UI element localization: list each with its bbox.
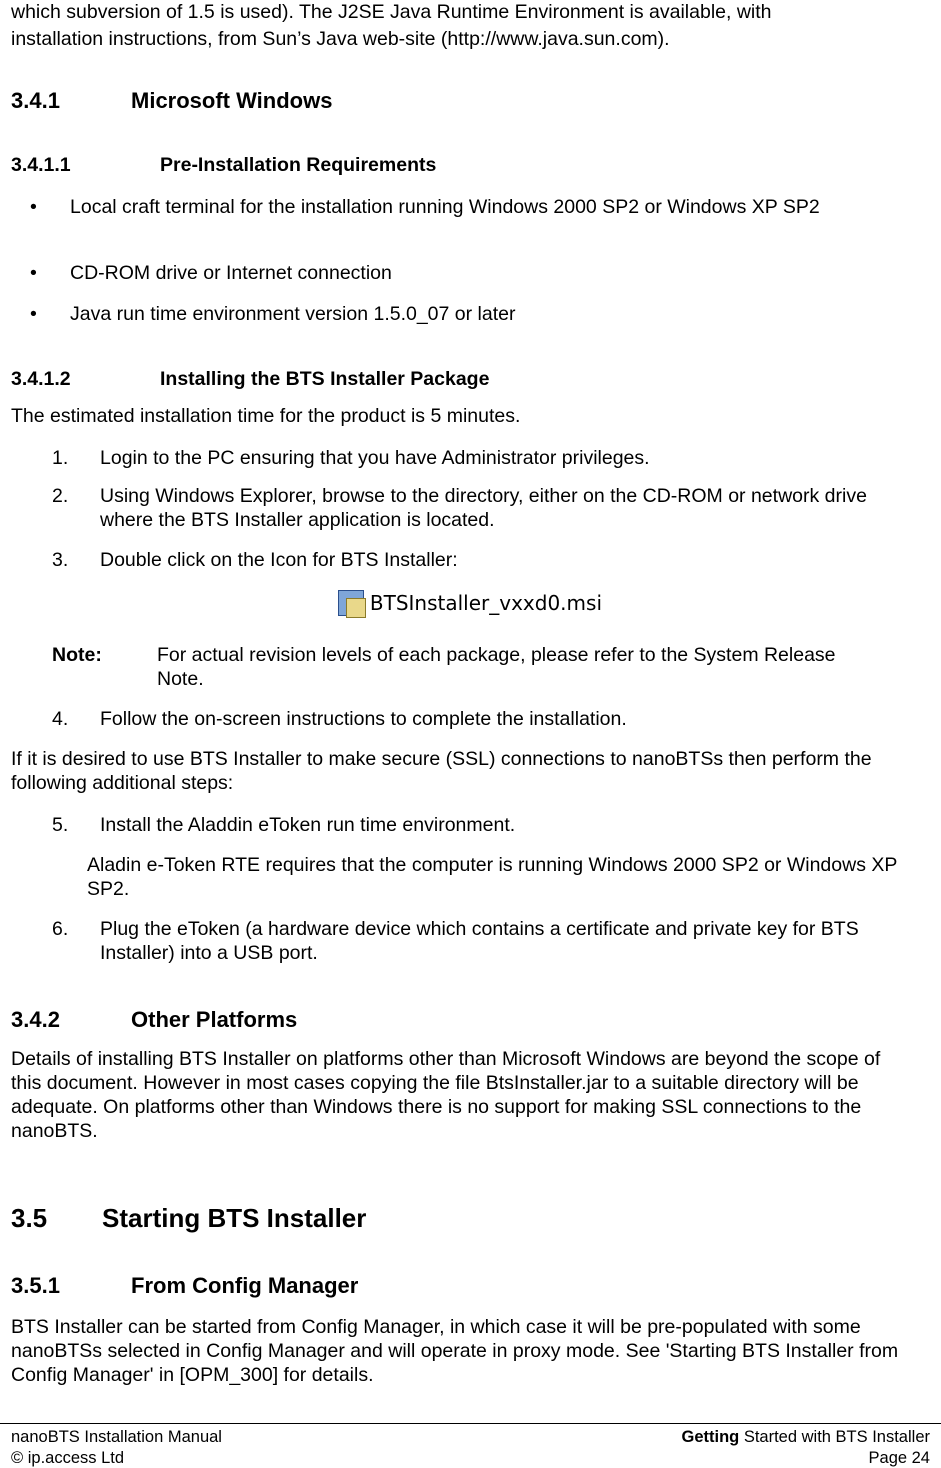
bullet-marker: • — [30, 262, 37, 284]
heading-number: 3.4.1.1 — [11, 154, 71, 176]
heading-number: 3.4.1 — [11, 88, 60, 113]
footer-section-title — [682, 1427, 931, 1447]
intro-line-2: installation instructions, from Sun’s Java web-site (http://www.java.sun.com). — [11, 28, 670, 50]
msi-package-icon — [334, 586, 364, 620]
bullet-marker: • — [30, 303, 37, 325]
bullet-marker: • — [30, 196, 37, 218]
step-number: 6. — [52, 918, 69, 940]
step-text: Plug the eToken (a hardware device which contains a certificate and private key for BTS Installer) into a USB port. — [100, 918, 859, 964]
heading-number: 3.4.2 — [11, 1007, 60, 1032]
config-manager-text: BTS Installer can be started from Config Manager, in which case it will be pre-populated with some nanoBTSs selected in Config Manager and will operate in proxy mode. See 'Starting BTS Installer from Config Manager' in [OPM_300] for details. — [11, 1316, 899, 1386]
footer-copyright: © ip.access Ltd — [11, 1449, 125, 1467]
footer-section-rest: Started with BTS Installer — [739, 1428, 930, 1446]
other-platforms-text: Details of installing BTS Installer on platforms other than Microsoft Windows are beyond the scope of this document. However in most cases copying the file BtsInstaller.jar to a suitable directory will be adequate. On platforms other than Windows there is no support for making SSL connections to the nanoBTS. — [11, 1048, 881, 1142]
heading-number: 3.5.1 — [11, 1273, 60, 1298]
note-text: For actual revision levels of each package, please refer to the System Release Note. — [157, 644, 836, 690]
bullet-item: CD-ROM drive or Internet connection — [70, 262, 392, 284]
heading-title: From Config Manager — [131, 1273, 359, 1298]
footer-manual-title: nanoBTS Installation Manual — [11, 1428, 222, 1446]
heading-title: Installing the BTS Installer Package — [160, 368, 490, 390]
step-number: 1. — [52, 447, 69, 469]
bullet-item: Local craft terminal for the installation running Windows 2000 SP2 or Windows XP SP2 — [70, 196, 820, 218]
step-text: Install the Aladdin eToken run time environment. — [100, 814, 516, 836]
heading-title: Starting BTS Installer — [102, 1203, 367, 1233]
step-number: 2. — [52, 485, 69, 507]
msi-filename: BTSInstaller_vxxd0.msi — [369, 591, 602, 615]
step-text: Login to the PC ensuring that you have Administrator privileges. — [100, 447, 650, 469]
msi-file-shortcut[interactable] — [334, 583, 602, 623]
heading-title: Other Platforms — [131, 1007, 298, 1032]
ssl-intro-text: If it is desired to use BTS Installer to make secure (SSL) connections to nanoBTSs then perform the following additional steps: — [11, 748, 872, 794]
heading-number: 3.5 — [11, 1203, 48, 1233]
heading-3-5-1 — [11, 1273, 358, 1299]
step-number: 5. — [52, 814, 69, 836]
aladdin-note-text: Aladin e-Token RTE requires that the computer is running Windows 2000 SP2 or Windows XP SP2. — [87, 854, 898, 900]
step-text: Double click on the Icon for BTS Installer: — [100, 549, 458, 571]
install-time-text: The estimated installation time for the product is 5 minutes. — [11, 405, 521, 427]
bullet-item: Java run time environment version 1.5.0_07 or later — [70, 303, 516, 325]
step-text: Follow the on-screen instructions to complete the installation. — [100, 708, 627, 730]
heading-3-5 — [11, 1203, 366, 1233]
intro-line-1: which subversion of 1.5 is used). The J2SE Java Runtime Environment is available, with — [11, 1, 772, 23]
footer-page-number: Page 24 — [868, 1449, 930, 1467]
note-label: Note: — [52, 644, 102, 666]
heading-3-4-2 — [11, 1007, 297, 1033]
heading-3-4-1-2 — [11, 367, 489, 391]
heading-number: 3.4.1.2 — [11, 368, 71, 390]
heading-title: Pre-Installation Requirements — [160, 154, 437, 176]
step-number: 4. — [52, 708, 69, 730]
heading-3-4-1-1 — [11, 153, 436, 177]
step-text: Using Windows Explorer, browse to the directory, either on the CD-ROM or network drive where the BTS Installer application is located. — [100, 485, 867, 531]
heading-title: Microsoft Windows — [131, 88, 333, 113]
step-number: 3. — [52, 549, 69, 571]
heading-3-4-1 — [11, 88, 332, 114]
footer-divider — [0, 1423, 941, 1424]
footer-section-bold: Getting — [681, 1428, 740, 1446]
